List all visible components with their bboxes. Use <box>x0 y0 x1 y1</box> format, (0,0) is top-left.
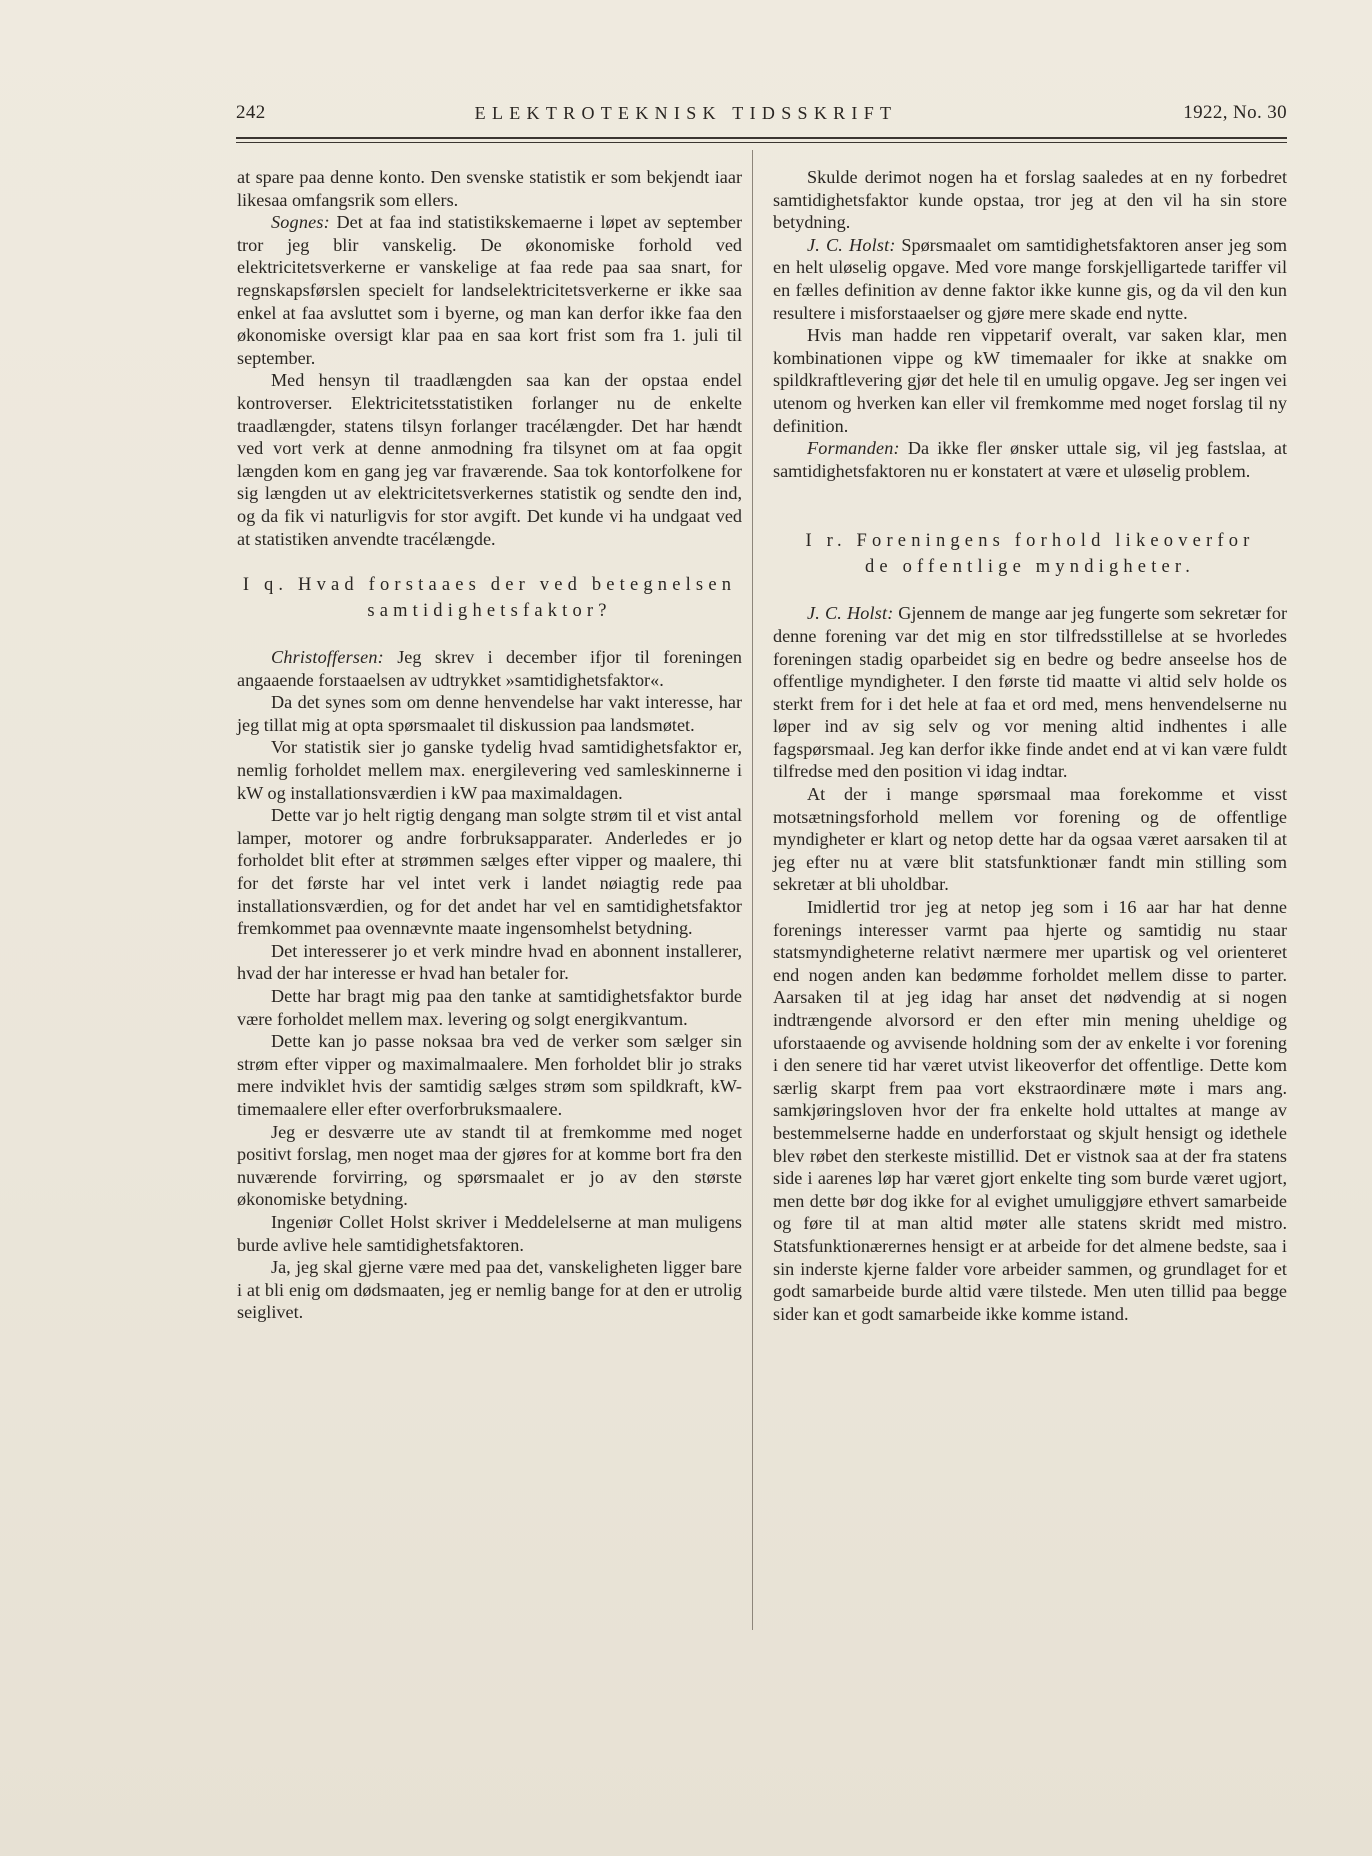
speaker-name: J. C. Holst: <box>807 603 894 624</box>
speaker-name: J. C. Holst: <box>807 234 896 255</box>
paragraph <box>773 437 1287 482</box>
header-rule-thin <box>236 142 1287 143</box>
header-rule <box>236 137 1287 139</box>
paragraph: Dette har bragt mig paa den tanke at samtidighetsfaktor burde være forholdet mellem max. levering og solgt energikvantum. <box>237 986 742 1029</box>
paragraph-text: Gjennem de mange aar jeg fungerte som sekretær for denne forening var det mig en stor tilfredsstillelse at se hvorledes foreningen stadig oparbeidet sig en bedre og bedre anseelse hos de offentlige myndigheter. I den første tid maatte vi altid selv holde os sterkt frem for i det hele at faa et ord med, mens henvendelserne nu løper ind av sig selv og vor mening altid indhentes i alle fagspørsmaal. Jeg kan derfor ikke finde andet end at vi kan være fuldt tilfredse med den position vi idag indtar. <box>773 603 1287 782</box>
paragraph-text: Da ikke fler ønsker uttale sig, vil jeg fastslaa, at samtidighetsfaktoren nu er konstatert at være et uløselig problem. <box>773 438 1287 481</box>
paragraph: Skulde derimot nogen ha et forslag saaledes at en ny forbedret samtidighetsfaktor kunde opstaa, tror jeg at den vil ha sin store betydning. <box>773 167 1287 233</box>
paragraph: Jeg er desværre ute av standt til at fremkomme med noget positivt forslag, men noget maa der gjøres for at komme bort fra den nuværende forvirring, og spørsmaalet er jo av den største økonomiske betydning. <box>237 1121 742 1210</box>
section-heading: I q. Hvad forstaaes der ved betegnelsen samtidighetsfaktor? <box>242 575 737 622</box>
paragraph <box>237 646 742 691</box>
page-number: 242 <box>236 102 266 123</box>
paragraph: Da det synes som om denne henvendelse har vakt interesse, har jeg tillat mig at opta spørsmaalet til diskussion paa landsmøtet. <box>237 692 742 735</box>
section-heading-line: I r. Foreningens forhold likeoverfor <box>805 531 1255 552</box>
speaker-name: Christoffersen: <box>271 647 384 668</box>
paragraph: Vor statistik sier jo ganske tydelig hvad samtidighetsfaktor er, nemlig forholdet mellem max. energilevering ved samleskinnerne i kW og installationsværdien i kW paa maximaldagen. <box>237 737 742 803</box>
section-heading-line: de offentlige myndigheter. <box>864 557 1196 578</box>
paragraph: Imidlertid tror jeg at netop jeg som i 16 aar har hat denne forenings interesser varmt paa hjerte og samtidig nu staar statsmyndigheterne relativt nærmere mer upartisk og vel orienteret end nogen anden kan bedømme forholdet mellem disse to parter. Aarsaken til at jeg idag har anset det nødvendig at si nogen indtrængende alvorsord er den efter min mening uheldige og uforstaaende og avvisende holdning som der av enkelte i vor forening i den senere tid har været utvist likeoverfor det offentlige. Dette kom særlig skarpt frem paa vort ekstraordinære møte i mars ang. samkjøringsloven hvor der fra enkelte hold uttaltes at mange av bestemmelserne hadde en underforstaat og skjult hensigt og idethele blev røbet den sterkeste mistillid. Det er vistnok saa at der fra statens side i aarenes løp har været gjort enkelte ting som burde været ugjort, men dette bør dog ikke for al evighet umuliggjøre ethvert samarbeide og føre til at man altid møter alle statens skridt med mistro. Statsfunktionærernes hensigt er at arbeide for det almene bedste, saa i sin inderste kjerne falder vore arbeider sammen, og grundlaget for et godt samarbeide burde altid være tilstede. Men uten tillid paa begge sider kan et godt samarbeide ikke komme istand. <box>773 897 1287 1324</box>
paragraph: Det interesserer jo et verk mindre hvad en abonnent installerer, hvad der har interesse er hvad han betaler for. <box>237 940 742 984</box>
paragraph <box>237 211 742 369</box>
paragraph: At der i mange spørsmaal maa forekomme et visst motsætningsforhold mellem vor forening og de offentlige myndigheter er klart og netop dette har da ogsaa været aarsaken til at jeg efter nu at være blit statsfunktionær fandt min stilling som sekretær at bli uholdbar. <box>773 784 1287 895</box>
paragraph: Hvis man hadde ren vippetarif overalt, var saken klar, men kombinationen vippe og kW timemaaler for ikke at snakke om spildkraftlevering gjør det hele til en umulig opgave. Jeg ser ingen vei utenom og hverken kan eller vil fremkomme med noget forslag til ny definition. <box>773 325 1287 436</box>
section-heading <box>773 528 1287 580</box>
paragraph-text: Det at faa ind statistikskemaerne i løpet av september tror jeg blir vanskelig. De økonomiske forhold ved elektricitetsverkerne er vanskelige at faa rede paa saa snart, for regnskapsførslen specielt for landselektricitetsverkerne er ikke saa enkel at faa avsluttet som i byerne, og man kan derfor ikke faa den økonomiske oversigt klar paa en saa kort frist som fra 1. juli til september. <box>237 212 742 368</box>
spacer <box>773 482 1287 504</box>
paragraph: Ingeniør Collet Holst skriver i Meddelelserne at man muligens burde avlive hele samtidighetsfaktoren. <box>237 1211 742 1255</box>
paragraph: Med hensyn til traadlængden saa kan der opstaa endel kontroverser. Elektricitetsstatistiken forlanger nu de enkelte traadlængder, statens tilsyn forlanger tracélængder. Det har hændt ved vort verk at denne anmodning fra tilsynet om at faa opgit længden kom en gang jeg var fraværende. Saa tok kontorfolkene for sig længden ut av elektricitetsverkernes statistik og sendte den ind, og da fik vi naturligvis for stor avgift. Det kunde vi ha undgaat ved at statistiken anvendte tracélængde. <box>237 370 742 549</box>
paragraph: Ja, jeg skal gjerne være med paa det, vanskeligheten ligger bare i at bli enig om dødsmaaten, jeg er nemlig bange for at den er utrolig seiglivet. <box>237 1257 742 1323</box>
speaker-name: Formanden: <box>807 438 900 459</box>
paragraph: Dette var jo helt rigtig dengang man solgte strøm til et vist antal lamper, motorer og andre forbruksapparater. Anderledes er jo forholdet blit efter at strømmen sælges efter vipper og maalere, thi for det første har vel intet verk i landet nøiagtig rede paa installationsværdien, og for det andet har vel en samtidighetsfaktor fremkommet paa ovennævnte maate ingensomhelst betydning. <box>237 805 742 939</box>
paragraph: Dette kan jo passe noksaa bra ved de verker som sælger sin strøm efter vipper og maximalmaalere. Men forholdet blir jo straks mere indviklet hvis der samtidig sælges strøm som spildkraft, kW-timemaalere eller efter overforbruksmaalere. <box>237 1031 742 1119</box>
paragraph <box>773 234 1287 324</box>
right-column <box>773 166 1287 1325</box>
speaker-name: Sognes: <box>271 212 330 233</box>
paragraph <box>773 602 1287 783</box>
paragraph-text: Jeg skrev i december ifjor til foreningen angaaende forstaaelsen av udtrykket »samtidighetsfaktor«. <box>237 647 742 690</box>
left-column <box>237 166 742 1324</box>
journal-title: ELEKTROTEKNISK TIDSSKRIFT <box>474 103 898 123</box>
paragraph: at spare paa denne konto. Den svenske statistik er som bekjendt iaar likesaa omfangsrik som ellers. <box>237 167 742 210</box>
paragraph-text: Spørsmaalet om samtidighetsfaktoren anser jeg som en helt uløselig opgave. Med vore mange forskjelligartede tariffer vil en fælles definition av denne faktor ikke kunne gis, og da vil den kun resultere i misforstaaelser og gjøre mere skade end nytte. <box>773 234 1288 323</box>
issue-label: 1922, No. 30 <box>1183 102 1287 123</box>
column-divider <box>752 150 753 1630</box>
